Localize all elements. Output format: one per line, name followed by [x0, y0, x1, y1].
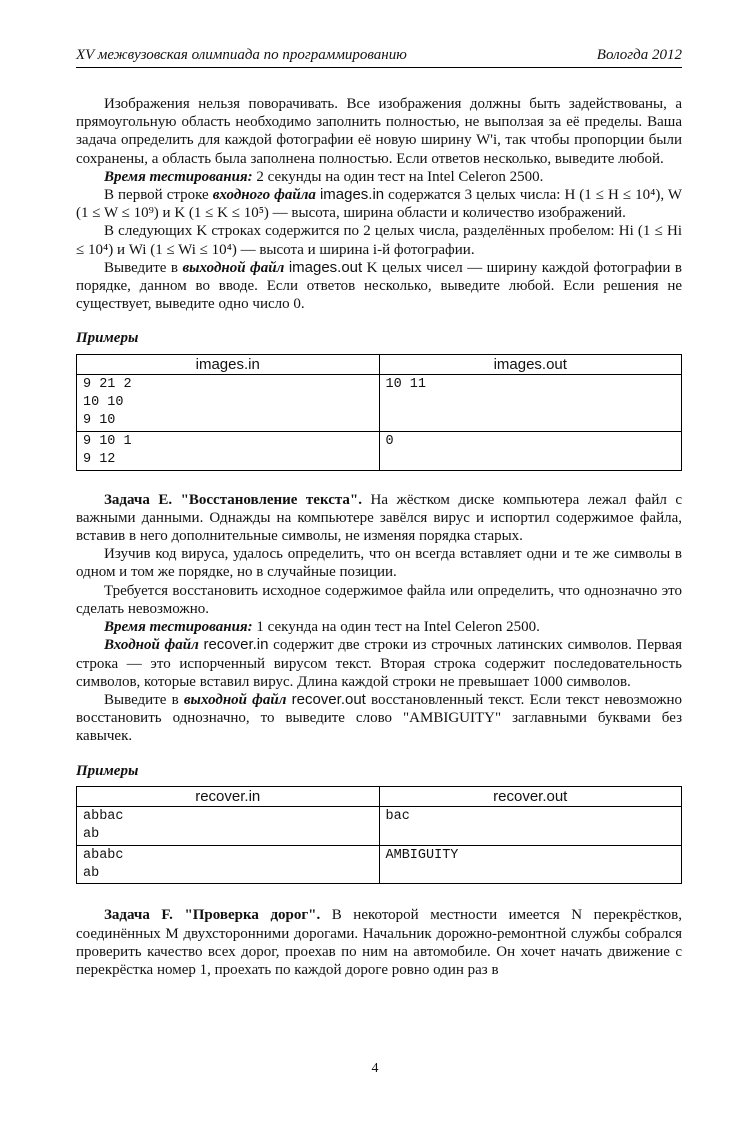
page-header — [76, 47, 682, 68]
task-e-output-paragraph — [76, 691, 682, 746]
header-city-year: Вологда 2012 — [596, 47, 682, 63]
time-text: 2 секунды на один тест на Intel Celeron 2500. — [252, 168, 544, 185]
cell-line: 10 11 — [385, 376, 427, 392]
time-label: Время тестирования: — [104, 619, 253, 636]
cell-line: ababc — [83, 847, 124, 863]
table-cell-input — [77, 845, 380, 884]
cell-line: 9 21 2 — [83, 376, 132, 392]
time-label: Время тестирования: — [104, 168, 253, 185]
task-f-intro-paragraph — [76, 906, 682, 979]
cell-line: bac — [385, 808, 410, 824]
input-label: Входной файл — [104, 637, 199, 654]
table-header-output: recover.out — [379, 786, 682, 806]
page-content — [76, 95, 682, 979]
table-cell-output — [379, 845, 682, 884]
table-cell-output — [379, 374, 682, 431]
output-filename: recover.out — [291, 690, 366, 708]
table-row — [77, 806, 682, 845]
input-label: входного файла — [212, 187, 316, 204]
table-cell-input — [77, 431, 380, 470]
task-f-title: Задача F. "Проверка дорог". — [104, 907, 321, 924]
header-olympiad-title: XV межвузовская олимпиада по программированию — [76, 47, 407, 63]
cell-line: ab — [83, 865, 100, 881]
cell-line: 9 10 — [83, 413, 116, 429]
task-d-input-paragraph — [76, 186, 682, 222]
task-e-title: Задача E. "Восстановление текста". — [104, 491, 363, 508]
input-text: содержит две строки из строчных латинских символов. Первая строка — это испорченный вирусом текст. Вторая строка содержит последовательность символов, которые вставил вирус. Длина каждой строки не превышает 1000 символов. — [76, 637, 682, 690]
task-e-paragraph-3: Требуется восстановить исходное содержимое файла или определить, что однозначно это сделать невозможно. — [76, 582, 682, 617]
table-row — [77, 431, 682, 470]
input-filename: images.in — [319, 186, 385, 204]
cell-line: abbac — [83, 808, 124, 824]
output-label: выходной файл — [183, 691, 287, 708]
output-text-b: восстановленный текст. Если текст невозможно восстановить однозначно, то выведите слово "AMBIGUITY" заглавными буквами без кавычек. — [76, 691, 682, 745]
cell-line: 9 10 1 — [83, 433, 132, 449]
table-row — [77, 374, 682, 431]
table-cell-output — [379, 431, 682, 470]
output-label: выходной файл — [182, 259, 285, 276]
task-d-next-lines-paragraph: В следующих K строках содержится по 2 целых числа, разделённых пробелом: Hi (1 ≤ Hi ≤ 10⁴) и Wi (1 ≤ Wi ≤ 10⁴) — высота и ширина i-й фотографии. — [76, 223, 682, 258]
examples-table-recover — [76, 786, 682, 885]
input-filename: recover.in — [203, 636, 269, 654]
task-e-input-paragraph — [76, 636, 682, 691]
task-d-paragraph-1: Изображения нельзя поворачивать. Все изображения должны быть задействованы, а прямоугольную область необходимо заполнить полностью, не выползая за её пределы. Ваша задача определить для каждой фотографии её новую ширину W'i, так чтобы пропорции были сохранены, а область была заполнена полностью. Если ответов несколько, выведите любой. — [76, 96, 682, 167]
cell-line: 0 — [385, 433, 394, 449]
examples-heading: Примеры — [76, 762, 139, 779]
table-header-input: images.in — [77, 354, 380, 374]
input-text-b: содержатся 3 целых числа: H (1 ≤ H ≤ 10⁴), W (1 ≤ W ≤ 10⁹) и K (1 ≤ K ≤ 10⁵) — высота, ширина области и количество изображений. — [76, 187, 683, 222]
task-f-intro-text: В некоторой местности имеется N перекрёстков, соединённых M двухсторонними дорогами. Начальник дорожно-ремонтной службы собрался проверить качество всех дорог, проехав по ним на автомобиле. Он хочет начать движение с перекрёстка номер 1, проехать по каждой дороге ровно один раз в — [76, 907, 682, 978]
output-text-a: Выведите в — [104, 691, 184, 708]
time-text: 1 секунда на один тест на Intel Celeron 2500. — [252, 619, 540, 636]
task-d-output-paragraph — [76, 259, 682, 314]
examples-heading: Примеры — [76, 330, 139, 347]
task-e-intro-paragraph — [76, 491, 682, 546]
output-filename: images.out — [288, 258, 363, 276]
cell-line: 9 12 — [83, 452, 116, 468]
output-text-b: K целых чисел — ширину каждой фотографии в порядке, данном во вводе. Если ответов несколько, выведите любой. Если решения не существует, выведите одно число 0. — [76, 259, 682, 313]
table-cell-output — [379, 806, 682, 845]
cell-line: ab — [83, 827, 100, 843]
cell-line: 10 10 — [83, 395, 124, 411]
table-cell-input — [77, 374, 380, 431]
task-e-paragraph-2: Изучив код вируса, удалось определить, что он всегда вставляет одни и те же символы в одном и том же порядке, но в случайные позиции. — [76, 546, 682, 581]
examples-table-images — [76, 354, 682, 471]
table-cell-input — [77, 806, 380, 845]
table-header-output: images.out — [379, 354, 682, 374]
task-e-intro-text: На жёстком диске компьютера лежал файл с важными данными. Однажды на компьютере завёлся вирус и испортил содержимое файла, вставив в него дополнительные символы, не изменяя порядка старых. — [76, 491, 682, 545]
page-number: 4 — [371, 1061, 379, 1076]
output-text-a: Выведите в — [104, 259, 183, 276]
task-d-time-paragraph — [76, 168, 682, 186]
table-row — [77, 845, 682, 884]
table-header-input: recover.in — [77, 786, 380, 806]
input-text-a: В первой строке — [104, 187, 213, 204]
cell-line: AMBIGUITY — [385, 847, 459, 863]
task-e-time-paragraph — [76, 618, 682, 636]
